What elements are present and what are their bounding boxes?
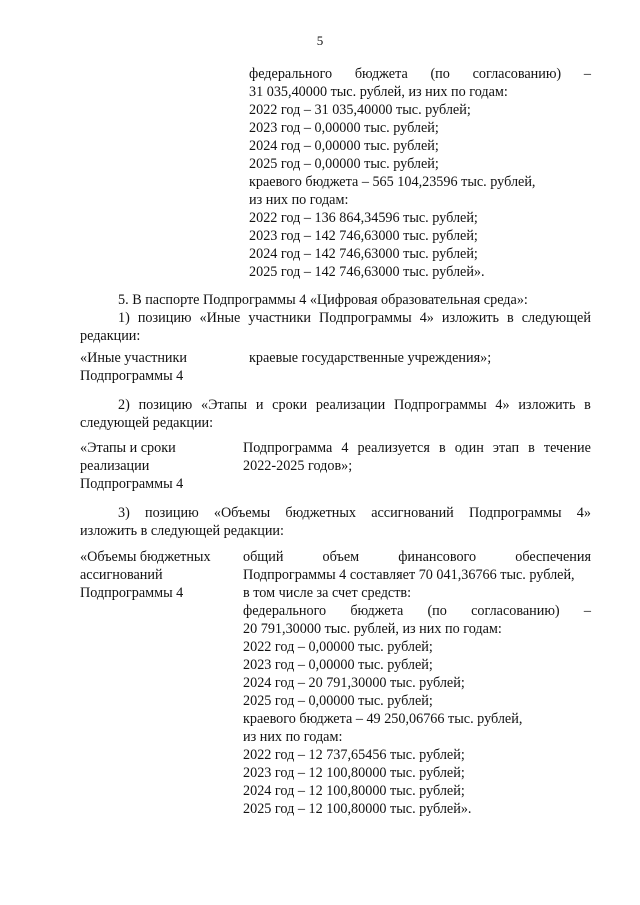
word: «Объемы (213, 505, 271, 521)
item2-line1 (118, 397, 591, 415)
item1-line1 (118, 310, 591, 328)
word: ассигнований (371, 505, 454, 521)
row1-label-line: «Иные участники (80, 350, 188, 366)
block1-first-line (249, 66, 591, 84)
row1-label-line: Подпрограммы 4 (80, 368, 184, 384)
item1-line2: редакции: (80, 328, 141, 344)
word: сроки (272, 397, 308, 413)
row3-value-line1 (243, 549, 591, 567)
word: «Иные (199, 310, 241, 326)
row3-value-line: 2022 год – 12 737,65456 тыс. рублей; (243, 747, 465, 763)
word: один (454, 440, 484, 456)
row1-value: краевые государственные учреждения»; (249, 350, 492, 366)
row3-value-line: Подпрограммы 4 составляет 70 041,36766 тыс. рублей, (243, 567, 575, 583)
word: – (583, 603, 591, 619)
word: в (584, 397, 591, 413)
row3-value-line: 20 791,30000 тыс. рублей, из них по годам: (243, 621, 502, 637)
word: бюджетных (285, 505, 357, 521)
word: позицию (137, 310, 192, 326)
row3-value-line: из них по годам: (243, 729, 343, 745)
row3-label-line: «Объемы бюджетных (80, 549, 211, 565)
row2-label-line: реализации (80, 458, 150, 474)
page-number: 5 (316, 33, 324, 48)
word: 4» (576, 505, 591, 521)
word: (по (430, 66, 450, 82)
block1-line: 31 035,40000 тыс. рублей, из них по годам: (249, 84, 508, 100)
block1-line: 2025 год – 142 746,63000 тыс. рублей». (249, 264, 485, 280)
word: и (255, 397, 264, 413)
word: федерального (249, 66, 333, 82)
word: изложить (441, 310, 499, 326)
word: 4 (341, 440, 349, 456)
row3-value-line: 2025 год – 12 100,80000 тыс. рублей». (243, 801, 472, 817)
word: федерального (243, 603, 327, 619)
word: в (438, 440, 446, 456)
word: бюджета (350, 603, 404, 619)
row3-value-line: 2023 год – 0,00000 тыс. рублей; (243, 657, 433, 673)
block1-line: 2022 год – 136 864,34596 тыс. рублей; (249, 210, 478, 226)
word: 4» (495, 397, 510, 413)
word: 4» (419, 310, 434, 326)
word: в (528, 440, 535, 456)
word: общий (243, 549, 284, 565)
word: (по (427, 603, 447, 619)
word: реализуется (357, 440, 430, 456)
word: обеспечения (515, 549, 591, 565)
word: позицию (138, 397, 193, 413)
block1-line: 2024 год – 0,00000 тыс. рублей; (249, 138, 439, 154)
word: изложить (518, 397, 576, 413)
block1-line: 2024 год – 142 746,63000 тыс. рублей; (249, 246, 478, 262)
item3-line1 (118, 505, 591, 523)
row2-label-line: Подпрограммы 4 (80, 476, 184, 492)
row2-label-line: «Этапы и сроки (80, 440, 176, 456)
word: Подпрограммы (394, 397, 487, 413)
word: в (507, 310, 514, 326)
block1-line: 2023 год – 0,00000 тыс. рублей; (249, 120, 439, 136)
word: Подпрограммы (319, 310, 412, 326)
block1-line: 2025 год – 0,00000 тыс. рублей; (249, 156, 439, 172)
word: 1) (118, 310, 130, 326)
row3-value-line: краевого бюджета – 49 250,06766 тыс. рублей, (243, 711, 523, 727)
word: 2) (118, 397, 130, 413)
block1-line: 2022 год – 31 035,40000 тыс. рублей; (249, 102, 471, 118)
block1-line: краевого бюджета – 565 104,23596 тыс. рублей, (249, 174, 536, 190)
word: 3) (118, 505, 130, 521)
row3-label-line: Подпрограммы 4 (80, 585, 184, 601)
word: – (583, 66, 591, 82)
row2-value-line1 (243, 440, 591, 458)
word: следующей (521, 310, 591, 326)
word: объем (322, 549, 360, 565)
word: согласованию) (471, 603, 560, 619)
word: Подпрограммы (468, 505, 562, 521)
section5-heading: 5. В паспорте Подпрограммы 4 «Цифровая образовательная среда»: (118, 292, 528, 308)
word: этап (492, 440, 520, 456)
block1-line: из них по годам: (249, 192, 349, 208)
word: реализации (315, 397, 386, 413)
row3-value-line: 2024 год – 20 791,30000 тыс. рублей; (243, 675, 465, 691)
word: участники (248, 310, 312, 326)
word: «Этапы (201, 397, 248, 413)
item2-line2: следующей редакции: (80, 415, 214, 431)
row3-value-line: 2025 год – 0,00000 тыс. рублей; (243, 693, 433, 709)
word: Подпрограмма (243, 440, 333, 456)
row3-value-line: 2024 год – 12 100,80000 тыс. рублей; (243, 783, 465, 799)
row3-value-line: в том числе за счет средств: (243, 585, 412, 601)
block1-line: 2023 год – 142 746,63000 тыс. рублей; (249, 228, 478, 244)
row3-fed-line (243, 603, 591, 621)
row3-value-line: 2023 год – 12 100,80000 тыс. рублей; (243, 765, 465, 781)
item3-line2: изложить в следующей редакции: (80, 523, 284, 539)
row3-value-line: 2022 год – 0,00000 тыс. рублей; (243, 639, 433, 655)
word: бюджета (354, 66, 408, 82)
word: финансового (398, 549, 477, 565)
word: позицию (145, 505, 199, 521)
word: течение (543, 440, 591, 456)
word: согласованию) (472, 66, 562, 82)
row3-label-line: ассигнований (80, 567, 163, 583)
row2-value-line2: 2022-2025 годов»; (243, 458, 353, 474)
